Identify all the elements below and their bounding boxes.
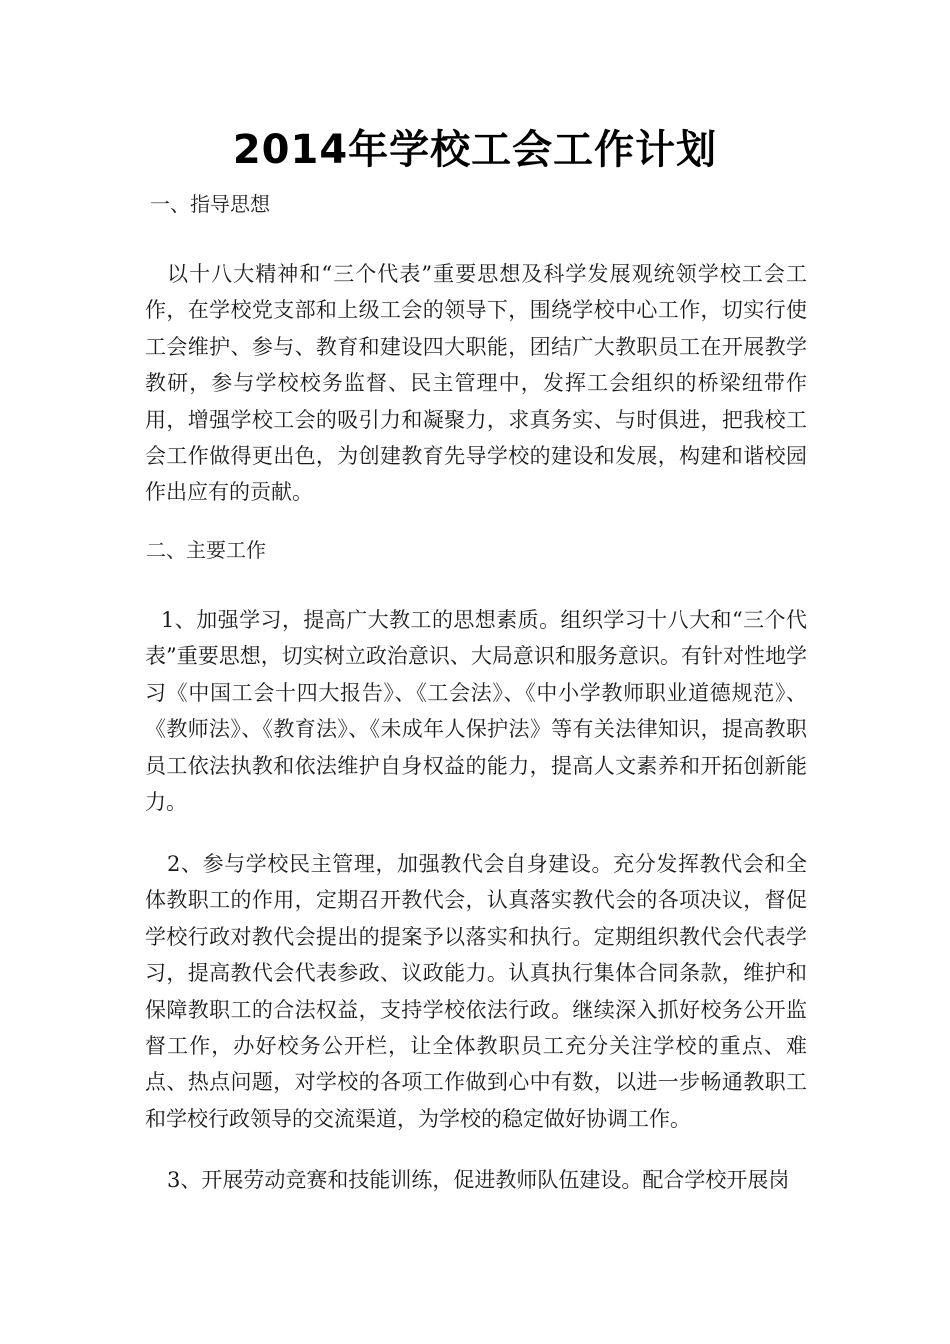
paragraph-text: 1、加强学习，提高广大教工的思想素质。组织学习十八大和“三个代表”重要思想，切实树立政治意识、大局意识和服务意识。有针对性地学习《中国工会十四大报告》、《工会法》、《中小学教师职业道德规范》、《教师法》、《教育法》、《未成年人保护法》等有关法律知识，提高教职员工依法执教和依法维护自身权益的能力，提高人文素养和开拓创新能力。 (145, 608, 807, 815)
section-heading-main-work: 二、主要工作 (146, 538, 266, 562)
paragraph-text: 以十八大精神和“三个代表”重要思想及科学发展观统领学校工会工作，在学校党支部和上级工会的领导下，围绕学校中心工作，切实行使工会维护、参与、教育和建设四大职能，团结广大教职员工在开展教学教研，参与学校校务监督、民主管理中，发挥工会组织的桥梁纽带作用，增强学校工会的吸引力和凝聚力，求真务实、与时俱进，把我校工会工作做得更出色，为创建教育先导学校的建设和发展，构建和谐校园作出应有的贡献。 (145, 262, 807, 505)
paragraph-item-2 (145, 846, 807, 1137)
paragraph-guiding-thought (145, 256, 807, 511)
paragraph-item-1 (145, 602, 807, 820)
paragraph-item-3 (145, 1162, 807, 1198)
paragraph-text: 2、参与学校民主管理，加强教代会自身建设。充分发挥教代会和全体教职工的作用，定期召开教代会，认真落实教代会的各项决议，督促学校行政对教代会提出的提案予以落实和执行。定期组织教代会代表学习，提高教代会代表参政、议政能力。认真执行集体合同条款，维护和保障教职工的合法权益，支持学校依法行政。继续深入抓好校务公开监督工作，办好校务公开栏，让全体教职员工充分关注学校的重点、难点、热点问题，对学校的各项工作做到心中有数，以进一步畅通教职工和学校行政领导的交流渠道，为学校的稳定做好协调工作。 (145, 852, 807, 1131)
section-heading-guiding-thought: 一、指导思想 (150, 192, 270, 216)
document-title: 2014年学校工会工作计划 (232, 127, 718, 173)
paragraph-text: 3、开展劳动竞赛和技能训练，促进教师队伍建设。配合学校开展岗 (167, 1168, 790, 1192)
